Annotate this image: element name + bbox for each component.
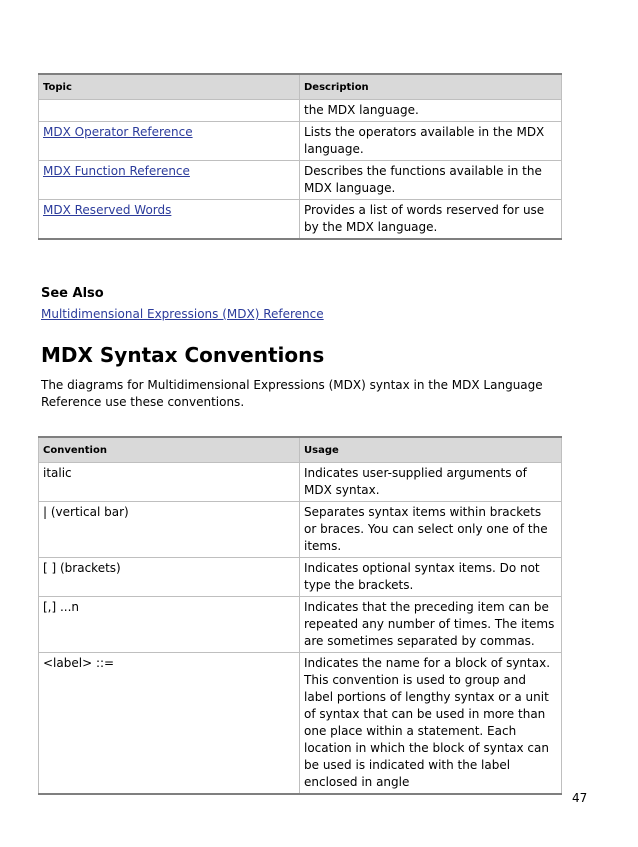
table-row xyxy=(39,122,562,161)
convention-cell: [,] ...n xyxy=(39,597,300,653)
column-header-usage: Usage xyxy=(300,437,562,463)
usage-cell: Indicates optional syntax items. Do not type the brackets. xyxy=(300,558,562,597)
see-also-link-wrapper xyxy=(41,307,324,321)
table-row xyxy=(39,597,562,653)
table-header-row xyxy=(39,74,562,100)
page-number: 47 xyxy=(572,791,588,805)
column-header-description: Description xyxy=(300,74,562,100)
topic-cell xyxy=(39,200,300,240)
convention-cell: italic xyxy=(39,463,300,502)
conventions-table xyxy=(38,436,562,795)
description-cell: the MDX language. xyxy=(300,100,562,122)
topic-cell xyxy=(39,122,300,161)
description-cell: Describes the functions available in the MDX language. xyxy=(300,161,562,200)
table-row xyxy=(39,558,562,597)
description-cell: Provides a list of words reserved for use by the MDX language. xyxy=(300,200,562,240)
mdx-function-reference-link[interactable]: MDX Function Reference xyxy=(43,164,190,178)
see-also-heading: See Also xyxy=(41,286,104,301)
topic-cell xyxy=(39,161,300,200)
table-row xyxy=(39,653,562,795)
convention-cell: [ ] (brackets) xyxy=(39,558,300,597)
table-row xyxy=(39,161,562,200)
usage-cell: Indicates the name for a block of syntax. This convention is used to group and label portions of lengthy syntax or a unit of syntax that can be used in more than one place within a statement. Each location in which the block of syntax can be used is indicated with the label enclosed in angle xyxy=(300,653,562,795)
column-header-convention: Convention xyxy=(39,437,300,463)
usage-cell: Indicates user-supplied arguments of MDX syntax. xyxy=(300,463,562,502)
mdx-reference-link[interactable]: Multidimensional Expressions (MDX) Reference xyxy=(41,307,324,321)
column-header-topic: Topic xyxy=(39,74,300,100)
table-row xyxy=(39,502,562,558)
section-intro: The diagrams for Multidimensional Expressions (MDX) syntax in the MDX Language Reference use these conventions. xyxy=(41,378,543,409)
topic-cell-empty xyxy=(39,100,300,122)
convention-cell: | (vertical bar) xyxy=(39,502,300,558)
table-row xyxy=(39,200,562,240)
table-row xyxy=(39,463,562,502)
convention-cell: <label> ::= xyxy=(39,653,300,795)
description-cell: Lists the operators available in the MDX language. xyxy=(300,122,562,161)
table-header-row xyxy=(39,437,562,463)
mdx-reserved-words-link[interactable]: MDX Reserved Words xyxy=(43,203,172,217)
usage-cell: Separates syntax items within brackets or braces. You can select only one of the items. xyxy=(300,502,562,558)
section-title: MDX Syntax Conventions xyxy=(41,343,325,367)
mdx-operator-reference-link[interactable]: MDX Operator Reference xyxy=(43,125,193,139)
usage-cell: Indicates that the preceding item can be repeated any number of times. The items are sometimes separated by commas. xyxy=(300,597,562,653)
table-row xyxy=(39,100,562,122)
topics-table xyxy=(38,73,562,240)
